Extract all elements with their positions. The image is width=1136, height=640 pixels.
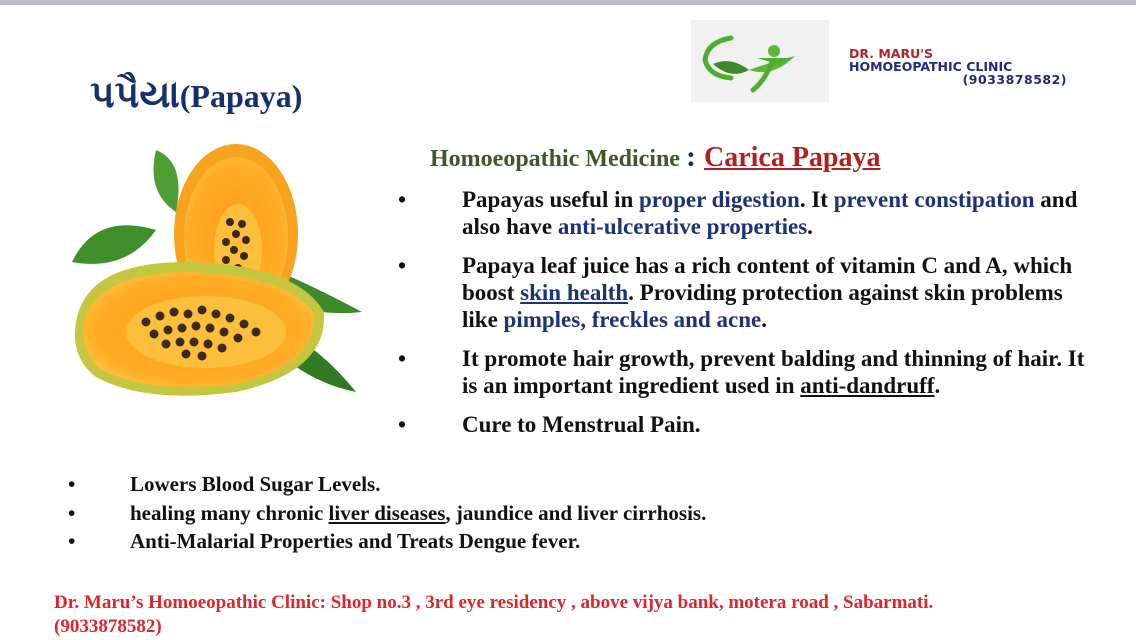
bullet-icon: •	[398, 346, 407, 371]
text-run: Lowers Blood Sugar Levels.	[130, 472, 381, 496]
heading-label: Homoeopathic Medicine	[430, 146, 680, 172]
footer-address: Dr. Maru’s Homoeopathic Clinic: Shop no.3 , 3rd eye residency , above vijya bank, motera road , Sabarmati.	[54, 592, 934, 613]
underlined-text: skin health	[520, 280, 629, 305]
text-run: .	[807, 214, 813, 239]
bullet-icon: •	[68, 472, 76, 496]
list-item	[68, 499, 968, 528]
highlight-text: anti-ulcerative properties	[557, 214, 808, 239]
list-item	[398, 345, 1098, 399]
underlined-text: liver diseases	[328, 500, 446, 525]
text-run: Papayas useful in	[462, 187, 640, 212]
heading-value: Carica Papaya	[703, 142, 881, 173]
bullet-icon: •	[398, 412, 407, 437]
text-run: and also have	[462, 187, 1078, 239]
text-run: . Providing protection against skin problems like	[462, 280, 1063, 332]
papaya-image	[66, 142, 366, 404]
text-run: healing many chronic	[130, 500, 329, 525]
text-run: Papaya leaf juice has a rich content of vitamin C and A, which boost	[462, 253, 1073, 305]
highlight-text: proper digestion	[639, 187, 800, 212]
heading-colon: :	[685, 140, 696, 173]
clinic-name-block	[849, 47, 1079, 86]
clinic-doctor-name: DR. MARU'S	[849, 46, 934, 61]
list-item	[398, 186, 1098, 240]
text-run: .	[934, 373, 941, 398]
text-run: . It	[799, 187, 834, 212]
clinic-phone: (9033878582)	[962, 72, 1067, 87]
highlight-text: pimples, freckles and acne	[503, 307, 762, 332]
list-item	[398, 411, 1098, 438]
footer-phone: (9033878582)	[54, 616, 162, 637]
papaya-fruit-icon	[66, 142, 366, 404]
clinic-name: HOMOEOPATHIC CLINIC	[849, 59, 1013, 74]
benefits-list-lower	[68, 470, 968, 556]
bullet-icon: •	[398, 253, 407, 278]
leaf-person-logo-icon	[691, 20, 829, 102]
bullet-icon: •	[398, 187, 407, 212]
title-gujarati: પપૈયા	[90, 72, 180, 116]
benefits-list	[398, 186, 1098, 450]
text-run: Cure to Menstrual Pain.	[462, 412, 701, 437]
title-english: (Papaya)	[179, 78, 303, 114]
list-item	[68, 470, 968, 499]
underlined-text: anti-dandruff	[800, 373, 935, 398]
list-item	[68, 527, 968, 556]
highlight-text: prevent constipation	[833, 187, 1035, 212]
page-title	[90, 72, 302, 117]
bullet-icon: •	[68, 500, 76, 525]
text-run: It promote hair growth, prevent balding and thinning of hair. It is an important ingredient used in	[462, 346, 1085, 398]
clinic-logo	[691, 20, 829, 102]
bullet-icon: •	[68, 529, 76, 553]
list-item	[398, 252, 1098, 333]
top-border	[0, 0, 1136, 5]
text-run: .	[761, 307, 767, 332]
medicine-heading	[430, 140, 881, 174]
text-run: Anti-Malarial Properties and Treats Dengue fever.	[130, 529, 581, 553]
text-run: , jaundice and liver cirrhosis.	[445, 500, 707, 525]
clinic-address-footer	[54, 591, 1114, 639]
